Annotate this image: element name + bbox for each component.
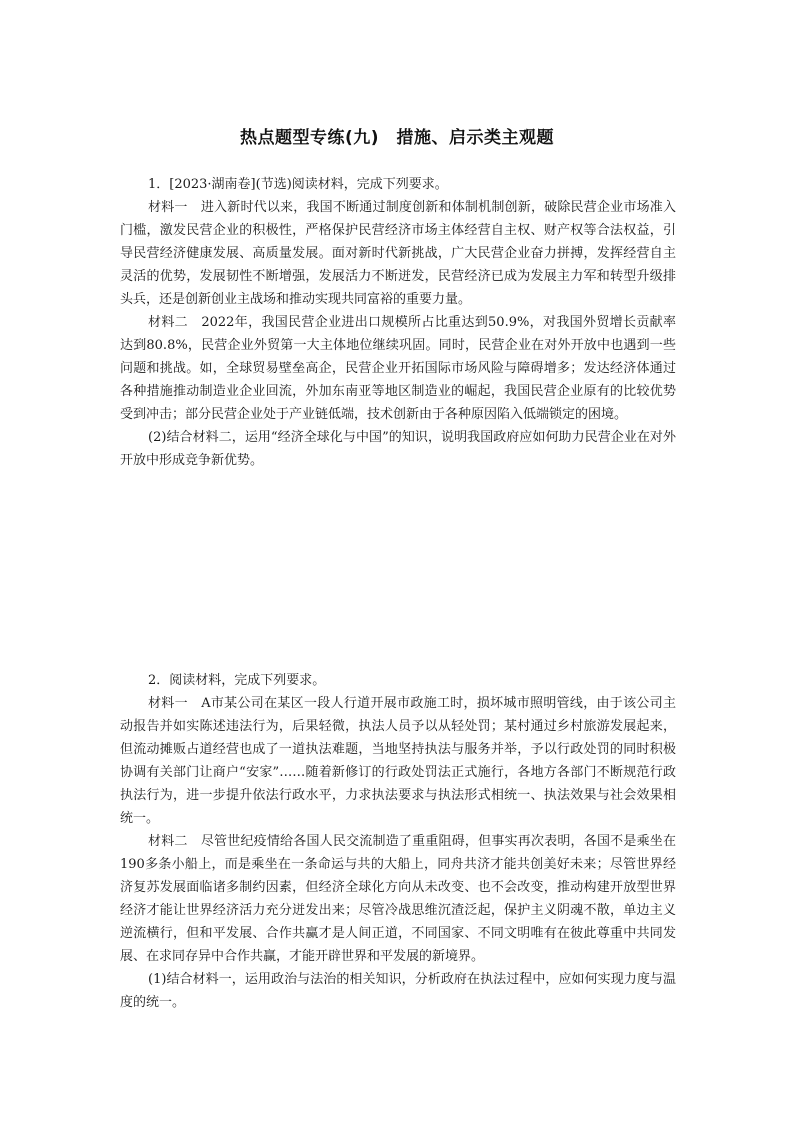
material-text: A市某公司在某区一段人行道开展市政施工时，损坏城市照明管线，由于该公司主动报告并如实陈述违法行为，后果轻微，执法人员予以从轻处罚；某村通过乡村旅游发展起来，但流动摊贩占道经营也成了一道执法难题，当地坚持执法与服务并举，予以行政处罚的同时积极协调有关部门让商户“安家”……随着新修订的行政处罚法正式施行，各地方各部门不断规范行政执法行为，进一步提升依法行政水平，力求执法要求与执法形式相统一、执法效果与社会效果相统一。: [120, 696, 676, 826]
material-text: 2022年，我国民营企业进出口规模所占比重达到50.9%，对我国外贸增长贡献率达到80.8%，民营企业外贸第一大主体地位继续巩固。同时，民营企业在对外开放中也遇到一些问题和挑战。如，全球贸易壁垒高企，民营企业开拓国际市场风险与障碍增多；发达经济体通过各种措施推动制造业企业回流，外加东南亚等地区制造业的崛起，我国民营企业原有的比较优势受到冲击；部分民营企业处于产业链低端，技术创新由于各种原因陷入低端锁定的困境。: [120, 315, 676, 422]
material-label: 材料二: [148, 315, 188, 330]
question-1-prompt: (2)结合材料二，运用“经济全球化与中国”的知识，说明我国政府应如何助力民营企业在对外开放中形成竞争新优势。: [120, 430, 676, 468]
question-2-prompt: (1)结合材料一，运用政治与法治的相关知识，分析政府在执法过程中，应如何实现力度与温度的统一。: [120, 972, 676, 1010]
question-2: [120, 669, 676, 1014]
material-text: 尽管世纪疫情给各国人民交流制造了重重阻碍，但事实再次表明，各国不是乘坐在190多条小船上，而是乘坐在一条命运与共的大船上，同舟共济才能共创美好未来；尽管世界经济复苏发展面临诸多制约因素，但经济全球化方向从未改变、也不会改变，推动构建开放型世界经济才能让世界经济活力充分迸发出来；尽管冷战思维沉渣泛起，保护主义阴魂不散，单边主义逆流横行，但和平发展、合作共赢才是人间正道，不同国家、不同文明唯有在彼此尊重中共同发展、在求同存异中合作共赢，才能开辟世界和平发展的新境界。: [120, 834, 676, 964]
question-1-material-1: [120, 196, 676, 311]
question-1-heading: 1．[2023·湖南卷](节选)阅读材料，完成下列要求。: [148, 177, 448, 192]
material-label: 材料一: [148, 696, 188, 711]
question-2-material-2: [120, 830, 676, 968]
material-text: 进入新时代以来，我国不断通过制度创新和体制机制创新，破除民营企业市场准入门槛，激发民营企业的积极性，严格保护民营经济市场主体经营自主权、财产权等合法权益，引导民营经济健康发展、高质量发展。面对新时代新挑战，广大民营企业奋力拼搏，发挥经营自主灵活的优势，发展韧性不断增强，发展活力不断迸发，民营经济已成为发展主力军和转型升级排头兵，还是创新创业主战场和推动实现共同富裕的重要力量。: [120, 200, 676, 307]
material-label: 材料二: [148, 834, 188, 849]
question-1-material-2: [120, 311, 676, 426]
page-title: 热点题型专练(九) 措施、启示类主观题: [239, 128, 555, 148]
question-2-heading: 2．阅读材料，完成下列要求。: [148, 673, 326, 688]
material-label: 材料一: [148, 200, 188, 215]
question-1: [120, 173, 676, 472]
question-2-material-1: [120, 692, 676, 830]
